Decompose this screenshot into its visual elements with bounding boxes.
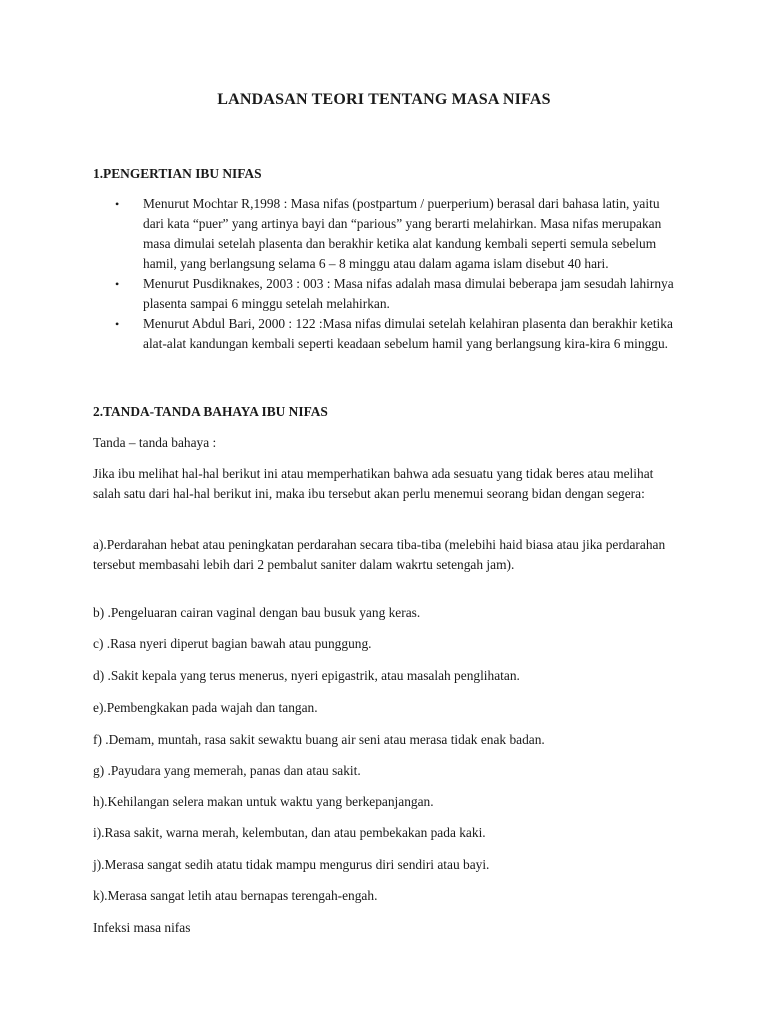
- list-item-text: Menurut Mochtar R,1998 : Masa nifas (postpartum / puerperium) berasal dari bahasa latin, yaitu dari kata “puer” yang artinya bayi dan “parious” yang berarti melahirkan. Masa nifas merupakan masa dimulai setelah plasenta dan berakhir ketika alat kandung kembali seperti semula sebelum hamil, yang berlangsung selama 6 – 8 minggu atau dalam agama islam disebut 40 hari.: [143, 196, 662, 271]
- bullet-icon: •: [115, 197, 120, 211]
- definition-list: [93, 194, 678, 354]
- section-heading-tanda-bahaya: 2.TANDA-TANDA BAHAYA IBU NIFAS: [93, 404, 328, 419]
- danger-sign-item: g) .Payudara yang memerah, panas dan atau sakit.: [93, 763, 361, 778]
- list-item-text: Menurut Abdul Bari, 2000 : 122 :Masa nifas dimulai setelah kelahiran plasenta dan berakhir ketika alat-alat kandungan kembali seperti keadaan sebelum hamil yang berlangsung kira-kira 6 minggu.: [143, 316, 673, 351]
- danger-sign-item: e).Pembengkakan pada wajah dan tangan.: [93, 700, 318, 715]
- danger-sign-item: i).Rasa sakit, warna merah, kelembutan, dan atau pembekakan pada kaki.: [93, 825, 486, 840]
- list-item: [93, 314, 678, 354]
- danger-sign-item: f) .Demam, muntah, rasa sakit sewaktu buang air seni atau merasa tidak enak badan.: [93, 732, 545, 747]
- danger-sign-item: c) .Rasa nyeri diperut bagian bawah atau punggung.: [93, 636, 372, 651]
- list-item: [93, 274, 678, 314]
- paragraph-lead: Jika ibu melihat hal-hal berikut ini atau memperhatikan bahwa ada sesuatu yang tidak beres atau melihat salah satu dari hal-hal berikut ini, maka ibu tersebut akan perlu menemui seorang bidan dengan segera:: [93, 466, 654, 501]
- paragraph-infeksi: Infeksi masa nifas: [93, 920, 191, 935]
- danger-sign-item: d) .Sakit kepala yang terus menerus, nyeri epigastrik, atau masalah penglihatan.: [93, 668, 520, 683]
- danger-sign-item: j).Merasa sangat sedih atatu tidak mampu mengurus diri sendiri atau bayi.: [93, 857, 490, 872]
- document-title: LANDASAN TEORI TENTANG MASA NIFAS: [217, 91, 551, 108]
- danger-sign-item: k).Merasa sangat letih atau bernapas terengah-engah.: [93, 888, 378, 903]
- danger-sign-item: h).Kehilangan selera makan untuk waktu yang berkepanjangan.: [93, 794, 434, 809]
- list-item: [93, 194, 678, 274]
- danger-sign-item: a).Perdarahan hebat atau peningkatan perdarahan secara tiba-tiba (melebihi haid biasa atau jika perdarahan tersebut membasahi lebih dari 2 pembalut saniter dalam wakrtu setengah jam).: [93, 537, 666, 572]
- list-item-text: Menurut Pusdiknakes, 2003 : 003 : Masa nifas adalah masa dimulai beberapa jam sesudah lahirnya plasenta sampai 6 minggu setelah melahirkan.: [143, 276, 674, 311]
- bullet-icon: •: [115, 277, 120, 291]
- bullet-icon: •: [115, 317, 120, 331]
- section-heading-pengertian: 1.PENGERTIAN IBU NIFAS: [93, 166, 262, 181]
- paragraph-intro: Tanda – tanda bahaya :: [93, 435, 217, 450]
- danger-sign-item: b) .Pengeluaran cairan vaginal dengan bau busuk yang keras.: [93, 605, 421, 620]
